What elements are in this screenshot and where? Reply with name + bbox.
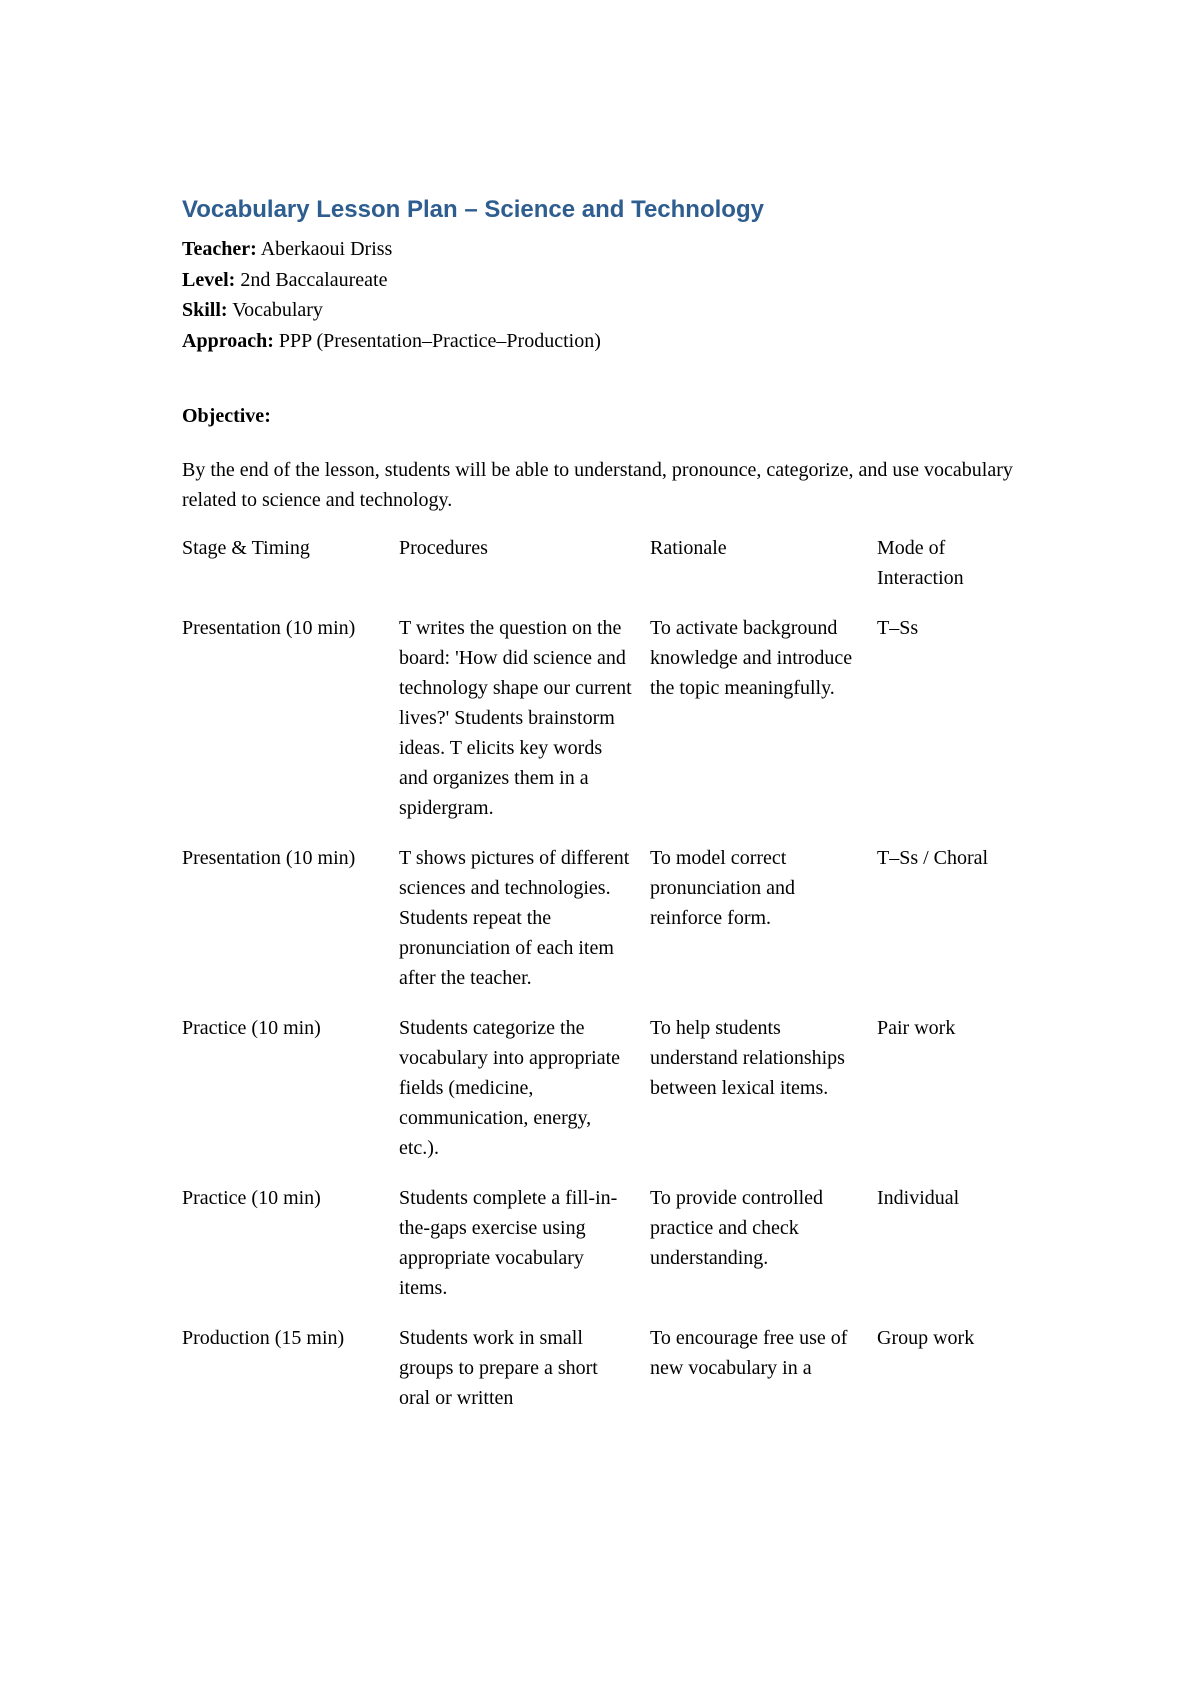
meta-skill: Skill: Vocabulary <box>182 299 323 321</box>
table-header-row <box>182 533 1037 613</box>
table-row <box>182 843 1037 1013</box>
cell-rationale: To activate background knowledge and introduce the topic meaningfully. <box>650 617 853 699</box>
cell-stage: Practice (10 min) <box>182 1017 321 1039</box>
table-row <box>182 1183 1037 1323</box>
cell-procedures: T shows pictures of different sciences and technologies. Students repeat the pronunciation of each item after the teacher. <box>399 847 630 989</box>
cell-rationale: To help students understand relationships between lexical items. <box>650 1017 845 1099</box>
cell-mode: T–Ss <box>877 617 919 639</box>
table-row <box>182 613 1037 843</box>
cell-procedures: Students work in small groups to prepare a short oral or written <box>399 1327 598 1409</box>
cell-procedures: Students categorize the vocabulary into appropriate fields (medicine, communication, energy, etc.). <box>399 1017 621 1159</box>
header-stage: Stage & Timing <box>182 537 310 559</box>
cell-stage: Production (15 min) <box>182 1327 345 1349</box>
cell-mode: T–Ss / Choral <box>877 847 989 869</box>
cell-procedures: Students complete a fill-in-the-gaps exercise using appropriate vocabulary items. <box>399 1187 618 1299</box>
cell-rationale: To provide controlled practice and check understanding. <box>650 1187 823 1269</box>
cell-mode: Individual <box>877 1187 960 1209</box>
meta-approach: Approach: PPP (Presentation–Practice–Production) <box>182 329 601 352</box>
cell-mode: Pair work <box>877 1017 956 1039</box>
table-row <box>182 1323 1037 1433</box>
cell-rationale: To encourage free use of new vocabulary in a <box>650 1327 848 1379</box>
cell-stage: Presentation (10 min) <box>182 847 356 869</box>
objective-label: Objective: <box>182 405 271 427</box>
header-procedures: Procedures <box>399 537 488 559</box>
cell-procedures: T writes the question on the board: 'How did science and technology shape our current lives?' Students brainstorm ideas. T elicits key words and organizes them in a spidergram. <box>399 617 632 819</box>
document-title: Vocabulary Lesson Plan – Science and Technology <box>182 196 764 223</box>
lesson-meta <box>182 234 601 356</box>
cell-rationale: To model correct pronunciation and reinforce form. <box>650 847 795 929</box>
cell-stage: Presentation (10 min) <box>182 617 356 639</box>
header-rationale: Rationale <box>650 537 727 559</box>
lesson-plan-table <box>182 533 1037 1433</box>
meta-teacher: Teacher: Aberkaoui Driss <box>182 238 393 260</box>
objective-text: By the end of the lesson, students will be able to understand, pronounce, categorize, and use vocabulary related to science and technology. <box>182 459 1013 511</box>
header-mode: Mode of Interaction <box>877 537 964 589</box>
meta-level: Level: 2nd Baccalaureate <box>182 268 388 291</box>
cell-stage: Practice (10 min) <box>182 1187 321 1209</box>
cell-mode: Group work <box>877 1327 975 1349</box>
table-row <box>182 1013 1037 1183</box>
